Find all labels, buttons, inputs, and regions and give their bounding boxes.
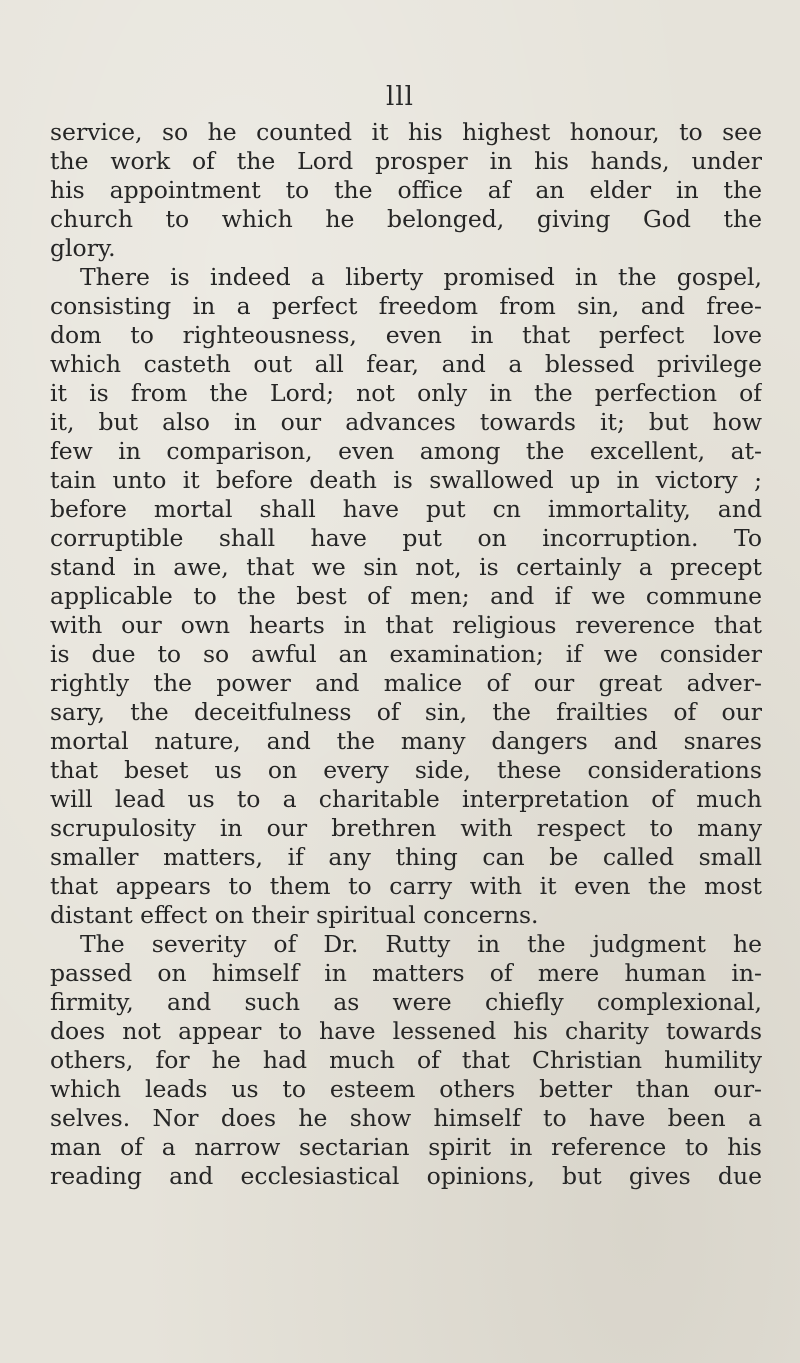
text-line: is due to so awful an examination; if we consider — [50, 640, 762, 668]
text-line: stand in awe, that we sin not, is certainly a precept — [50, 553, 762, 581]
text-line: consisting in a perfect freedom from sin, and free- — [50, 292, 762, 320]
page-number: lll — [386, 82, 414, 112]
text-line: does not appear to have lessened his charity towards — [50, 1017, 762, 1045]
text-line: firmity, and such as were chiefly complexional, — [50, 988, 762, 1016]
text-line: others, for he had much of that Christian humility — [50, 1046, 762, 1074]
text-line: corruptible shall have put on incorruption. To — [50, 524, 762, 552]
text-line: dom to righteousness, even in that perfect love — [50, 321, 762, 349]
text-line: rightly the power and malice of our great adver- — [50, 669, 762, 697]
text-line: with our own hearts in that religious reverence that — [50, 611, 762, 639]
text-line: glory. — [50, 234, 116, 262]
text-line: There is indeed a liberty promised in the gospel, — [80, 263, 762, 291]
text-line: it, but also in our advances towards it; but how — [50, 408, 762, 436]
text-line: his appointment to the office af an elder in the — [50, 176, 762, 204]
text-line: man of a narrow sectarian spirit in reference to his — [50, 1133, 762, 1161]
text-line: the work of the Lord prosper in his hands, under — [50, 147, 762, 175]
text-line: reading and ecclesiastical opinions, but gives due — [50, 1162, 762, 1190]
text-line: scrupulosity in our brethren with respect to many — [50, 814, 762, 842]
text-line: before mortal shall have put cn immortality, and — [50, 495, 762, 523]
text-line: which leads us to esteem others better than our- — [50, 1075, 762, 1103]
text-line: The severity of Dr. Rutty in the judgment he — [80, 930, 762, 958]
text-line: that beset us on every side, these considerations — [50, 756, 762, 784]
text-line: selves. Nor does he show himself to have been a — [50, 1104, 762, 1132]
text-line: church to which he belonged, giving God the — [50, 205, 762, 233]
text-line: few in comparison, even among the excellent, at- — [50, 437, 762, 465]
text-line: distant effect on their spiritual concerns. — [50, 901, 539, 929]
text-line: passed on himself in matters of mere human in- — [50, 959, 762, 987]
text-line: applicable to the best of men; and if we commune — [50, 582, 762, 610]
text-line: service, so he counted it his highest honour, to see — [50, 118, 762, 146]
text-line: it is from the Lord; not only in the perfection of — [50, 379, 762, 407]
text-line: that appears to them to carry with it even the most — [50, 872, 762, 900]
body-text — [50, 118, 762, 1191]
text-line: sary, the deceitfulness of sin, the frailties of our — [50, 698, 762, 726]
text-line: tain unto it before death is swallowed up in victory ; — [50, 466, 762, 494]
text-line: smaller matters, if any thing can be called small — [50, 843, 762, 871]
text-line: which casteth out all fear, and a blessed privilege — [50, 350, 762, 378]
text-line: mortal nature, and the many dangers and snares — [50, 727, 762, 755]
text-line: will lead us to a charitable interpretation of much — [50, 785, 762, 813]
